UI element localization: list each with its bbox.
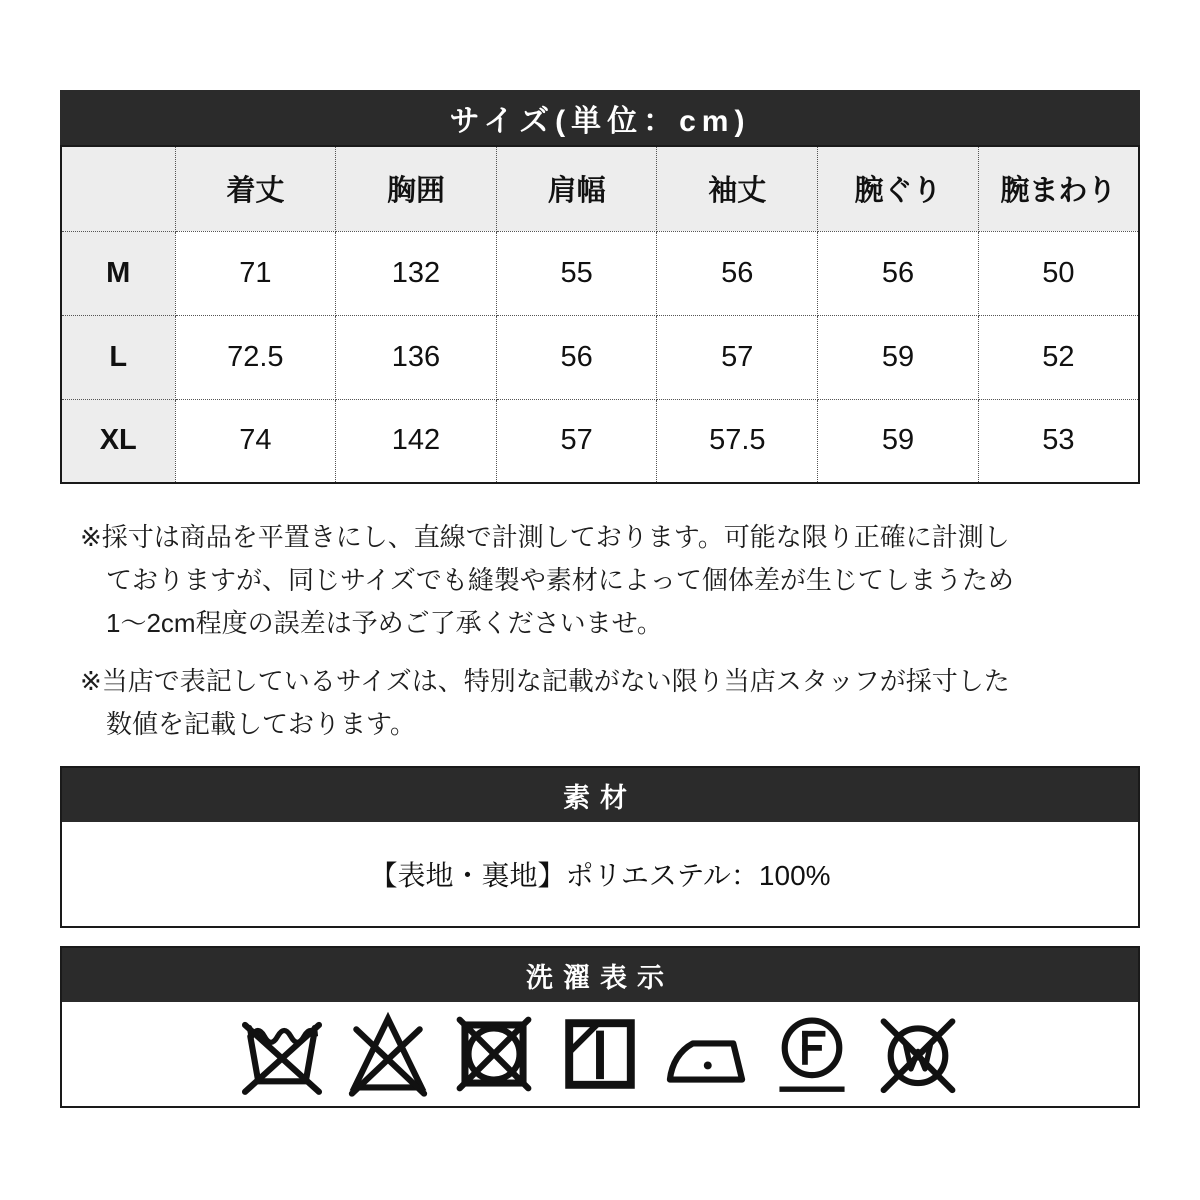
cell-value: 56 <box>496 315 657 399</box>
measurement-note <box>80 516 1060 645</box>
table-row-xl <box>61 399 1139 483</box>
col-header-chest: 胸囲 <box>336 146 497 231</box>
table-row-m <box>61 231 1139 315</box>
cell-value: 59 <box>818 399 979 483</box>
note-line: ※当店で表記しているサイズは、特別な記載がない限り当店スタッフが採寸した <box>80 666 1010 696</box>
care-title: 洗濯表示 <box>526 962 674 993</box>
col-header-body-length: 着丈 <box>175 146 336 231</box>
size-table-header-row <box>61 146 1139 231</box>
material-title-bar <box>62 768 1138 822</box>
size-label: XL <box>61 399 175 483</box>
care-label-section <box>60 946 1140 1108</box>
cell-value: 132 <box>336 231 497 315</box>
note-line: 1〜2cm程度の誤差は予めご了承くださいませ。 <box>106 608 663 638</box>
size-label: L <box>61 315 175 399</box>
do-not-bleach-icon <box>344 1010 432 1098</box>
size-label: M <box>61 231 175 315</box>
material-title: 素材 <box>563 782 637 813</box>
note-line: ておりますが、同じサイズでも縫製や素材によって個体差が生じてしまうため <box>106 565 1014 595</box>
cell-value: 74 <box>175 399 336 483</box>
cell-value: 71 <box>175 231 336 315</box>
cell-value: 57 <box>657 315 818 399</box>
size-table-section <box>60 90 1140 484</box>
note-line: 数値を記載しております。 <box>106 709 416 739</box>
cell-value: 50 <box>978 231 1139 315</box>
size-table <box>60 145 1140 484</box>
material-section <box>60 766 1140 928</box>
cell-value: 57 <box>496 399 657 483</box>
do-not-tumble-dry-icon <box>450 1010 538 1098</box>
staff-measurement-note <box>80 660 1060 746</box>
cell-value: 53 <box>978 399 1139 483</box>
col-header-sleeve: 袖丈 <box>657 146 818 231</box>
cell-value: 142 <box>336 399 497 483</box>
col-header-arm-width: 腕まわり <box>978 146 1139 231</box>
line-dry-in-shade-icon <box>556 1010 644 1098</box>
care-icons-row <box>62 1002 1138 1106</box>
care-title-bar <box>62 948 1138 1002</box>
cell-value: 56 <box>657 231 818 315</box>
dry-clean-petroleum-gentle-icon <box>768 1010 856 1098</box>
iron-low-heat-icon <box>662 1010 750 1098</box>
cell-value: 57.5 <box>657 399 818 483</box>
col-header-armhole: 腕ぐり <box>818 146 979 231</box>
cell-value: 52 <box>978 315 1139 399</box>
cell-value: 59 <box>818 315 979 399</box>
do-not-wash-icon <box>238 1010 326 1098</box>
size-table-title-bar <box>60 90 1140 145</box>
cell-value: 72.5 <box>175 315 336 399</box>
note-line: ※採寸は商品を平置きにし、直線で計測しております。可能な限り正確に計測し <box>80 522 1010 552</box>
cell-value: 55 <box>496 231 657 315</box>
cell-value: 56 <box>818 231 979 315</box>
corner-cell <box>61 146 175 231</box>
do-not-wet-clean-icon <box>874 1010 962 1098</box>
material-value: 【表地・裏地】ポリエステル：100% <box>369 860 831 891</box>
table-row-l <box>61 315 1139 399</box>
cell-value: 136 <box>336 315 497 399</box>
size-table-title: サイズ(単位：cm) <box>449 104 751 138</box>
col-header-shoulder: 肩幅 <box>496 146 657 231</box>
